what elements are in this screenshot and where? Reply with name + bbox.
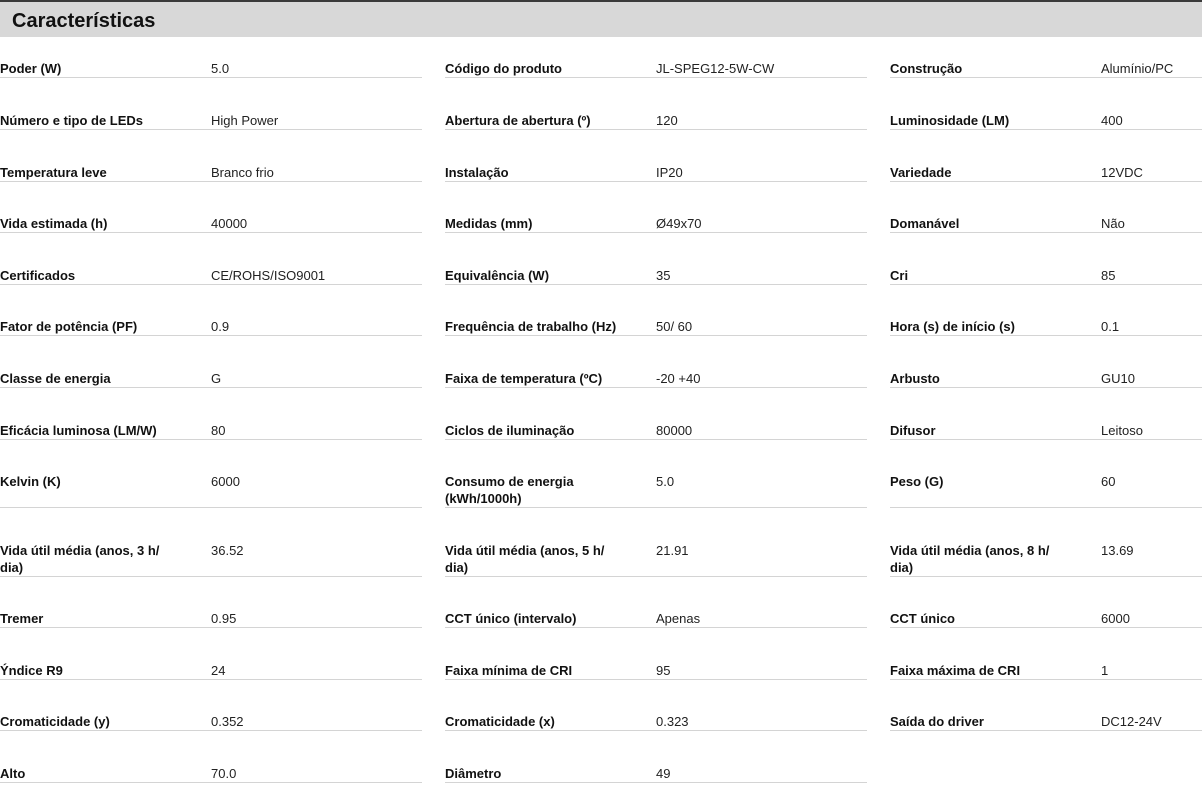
spec-row — [0, 370, 422, 388]
spec-label: Vida estimada (h) — [0, 216, 108, 231]
section-header — [0, 0, 1202, 37]
spec-value: 60 — [1101, 474, 1116, 489]
spec-label: Número e tipo de LEDs — [0, 113, 144, 128]
spec-value: -20 +40 — [656, 371, 701, 386]
spec-label: Código do produto — [445, 61, 562, 76]
spec-row — [445, 370, 867, 388]
spec-value: 5.0 — [656, 474, 675, 489]
spec-row — [890, 370, 1202, 388]
spec-row — [890, 112, 1202, 130]
spec-row — [445, 215, 867, 233]
spec-label: Faixa de temperatura (ºC) — [445, 371, 603, 386]
spec-label: Faixa máxima de CRI — [890, 663, 1021, 678]
spec-value: Branco frio — [211, 165, 274, 180]
spec-value: GU10 — [1101, 371, 1135, 386]
spec-value: 6000 — [211, 474, 240, 489]
spec-row — [0, 267, 422, 285]
spec-label: Classe de energia — [0, 371, 111, 386]
spec-row — [445, 765, 867, 783]
spec-value: 120 — [656, 113, 678, 128]
spec-row — [445, 60, 867, 78]
spec-label: Faixa mínima de CRI — [445, 663, 573, 678]
spec-value: 85 — [1101, 268, 1116, 283]
spec-row — [445, 662, 867, 680]
spec-value: 0.95 — [211, 611, 237, 626]
spec-label: CCT único — [890, 611, 955, 626]
spec-label: Construção — [890, 61, 963, 76]
spec-row — [0, 164, 422, 182]
spec-label: Tremer — [0, 611, 44, 626]
spec-label: Instalação — [445, 165, 509, 180]
spec-value: 400 — [1101, 113, 1123, 128]
spec-label: Temperatura leve — [0, 165, 107, 180]
spec-row — [445, 164, 867, 182]
spec-value: 6000 — [1101, 611, 1130, 626]
spec-value: 0.323 — [656, 714, 689, 729]
spec-label: Cri — [890, 268, 909, 283]
spec-label: Vida útil média (anos, 3 h/ dia) — [0, 543, 160, 575]
spec-label: Peso (G) — [890, 474, 944, 489]
spec-value: G — [211, 371, 222, 386]
spec-row — [890, 318, 1202, 336]
spec-value: 70.0 — [211, 766, 237, 781]
spec-row — [0, 713, 422, 731]
spec-label: Difusor — [890, 423, 936, 438]
spec-value: IP20 — [656, 165, 683, 180]
spec-label: Frequência de trabalho (Hz) — [445, 319, 617, 334]
spec-value: 5.0 — [211, 61, 230, 76]
spec-value: 12VDC — [1101, 165, 1143, 180]
spec-value: 1 — [1101, 663, 1109, 678]
spec-row — [0, 215, 422, 233]
spec-label: Cromaticidade (y) — [0, 714, 110, 729]
spec-row — [890, 215, 1202, 233]
spec-value: 35 — [656, 268, 671, 283]
spec-row — [0, 542, 422, 577]
spec-label: Variedade — [890, 165, 952, 180]
spec-label: Cromaticidade (x) — [445, 714, 555, 729]
spec-row — [0, 60, 422, 78]
spec-value: 13.69 — [1101, 543, 1134, 558]
spec-value: 49 — [656, 766, 671, 781]
spec-label: Fator de potência (PF) — [0, 319, 138, 334]
spec-row — [0, 473, 422, 508]
spec-value: High Power — [211, 113, 279, 128]
spec-value: 50/ 60 — [656, 319, 693, 334]
spec-label: Alto — [0, 766, 26, 781]
spec-row — [890, 422, 1202, 440]
spec-label: Saída do driver — [890, 714, 984, 729]
spec-row — [890, 267, 1202, 285]
spec-value: JL-SPEG12-5W-CW — [656, 61, 775, 76]
spec-value: 0.9 — [211, 319, 230, 334]
spec-label: Equivalência (W) — [445, 268, 550, 283]
spec-label: Eficácia luminosa (LM/W) — [0, 423, 157, 438]
spec-label: Domanável — [890, 216, 960, 231]
spec-row — [0, 318, 422, 336]
spec-row — [890, 610, 1202, 628]
spec-row — [445, 473, 867, 508]
spec-row — [890, 662, 1202, 680]
spec-row — [445, 610, 867, 628]
spec-label: Abertura de abertura (º) — [445, 113, 591, 128]
spec-label: Vida útil média (anos, 5 h/ dia) — [445, 543, 605, 575]
spec-label: Consumo de energia (kWh/1000h) — [445, 474, 574, 506]
spec-value: 0.1 — [1101, 319, 1120, 334]
spec-value: 24 — [211, 663, 226, 678]
spec-value: Alumínio/PC — [1101, 61, 1174, 76]
spec-value: Ø49x70 — [656, 216, 702, 231]
spec-row — [0, 765, 422, 783]
spec-label: Ciclos de iluminação — [445, 423, 575, 438]
spec-row — [890, 473, 1202, 508]
spec-label: Arbusto — [890, 371, 940, 386]
spec-value: Leitoso — [1101, 423, 1143, 438]
spec-row — [890, 164, 1202, 182]
spec-value: 80 — [211, 423, 226, 438]
spec-row — [445, 542, 867, 577]
spec-label: Ýndice R9 — [0, 663, 63, 678]
spec-value: 21.91 — [656, 543, 689, 558]
spec-value: 40000 — [211, 216, 248, 231]
spec-row — [890, 542, 1202, 577]
spec-value: 80000 — [656, 423, 693, 438]
spec-label: Vida útil média (anos, 8 h/ dia) — [890, 543, 1050, 575]
spec-value: Não — [1101, 216, 1125, 231]
spec-label: Luminosidade (LM) — [890, 113, 1010, 128]
spec-label: Certificados — [0, 268, 76, 283]
spec-row — [0, 610, 422, 628]
spec-label: Diâmetro — [445, 766, 502, 781]
spec-row — [890, 60, 1202, 78]
spec-value: DC12-24V — [1101, 714, 1162, 729]
spec-label: Kelvin (K) — [0, 474, 61, 489]
section-title: Características — [12, 10, 156, 32]
spec-label: CCT único (intervalo) — [445, 611, 577, 626]
spec-row — [445, 713, 867, 731]
spec-row — [890, 713, 1202, 731]
spec-row — [445, 422, 867, 440]
spec-value: 0.352 — [211, 714, 244, 729]
spec-row — [0, 422, 422, 440]
spec-row — [0, 112, 422, 130]
spec-label: Medidas (mm) — [445, 216, 533, 231]
spec-row — [445, 267, 867, 285]
spec-row — [445, 112, 867, 130]
spec-value: Apenas — [656, 611, 701, 626]
spec-row — [0, 662, 422, 680]
spec-value: 95 — [656, 663, 671, 678]
spec-row — [445, 318, 867, 336]
spec-value: 36.52 — [211, 543, 244, 558]
spec-value: CE/ROHS/ISO9001 — [211, 268, 326, 283]
spec-label: Poder (W) — [0, 61, 62, 76]
spec-label: Hora (s) de início (s) — [890, 319, 1015, 334]
